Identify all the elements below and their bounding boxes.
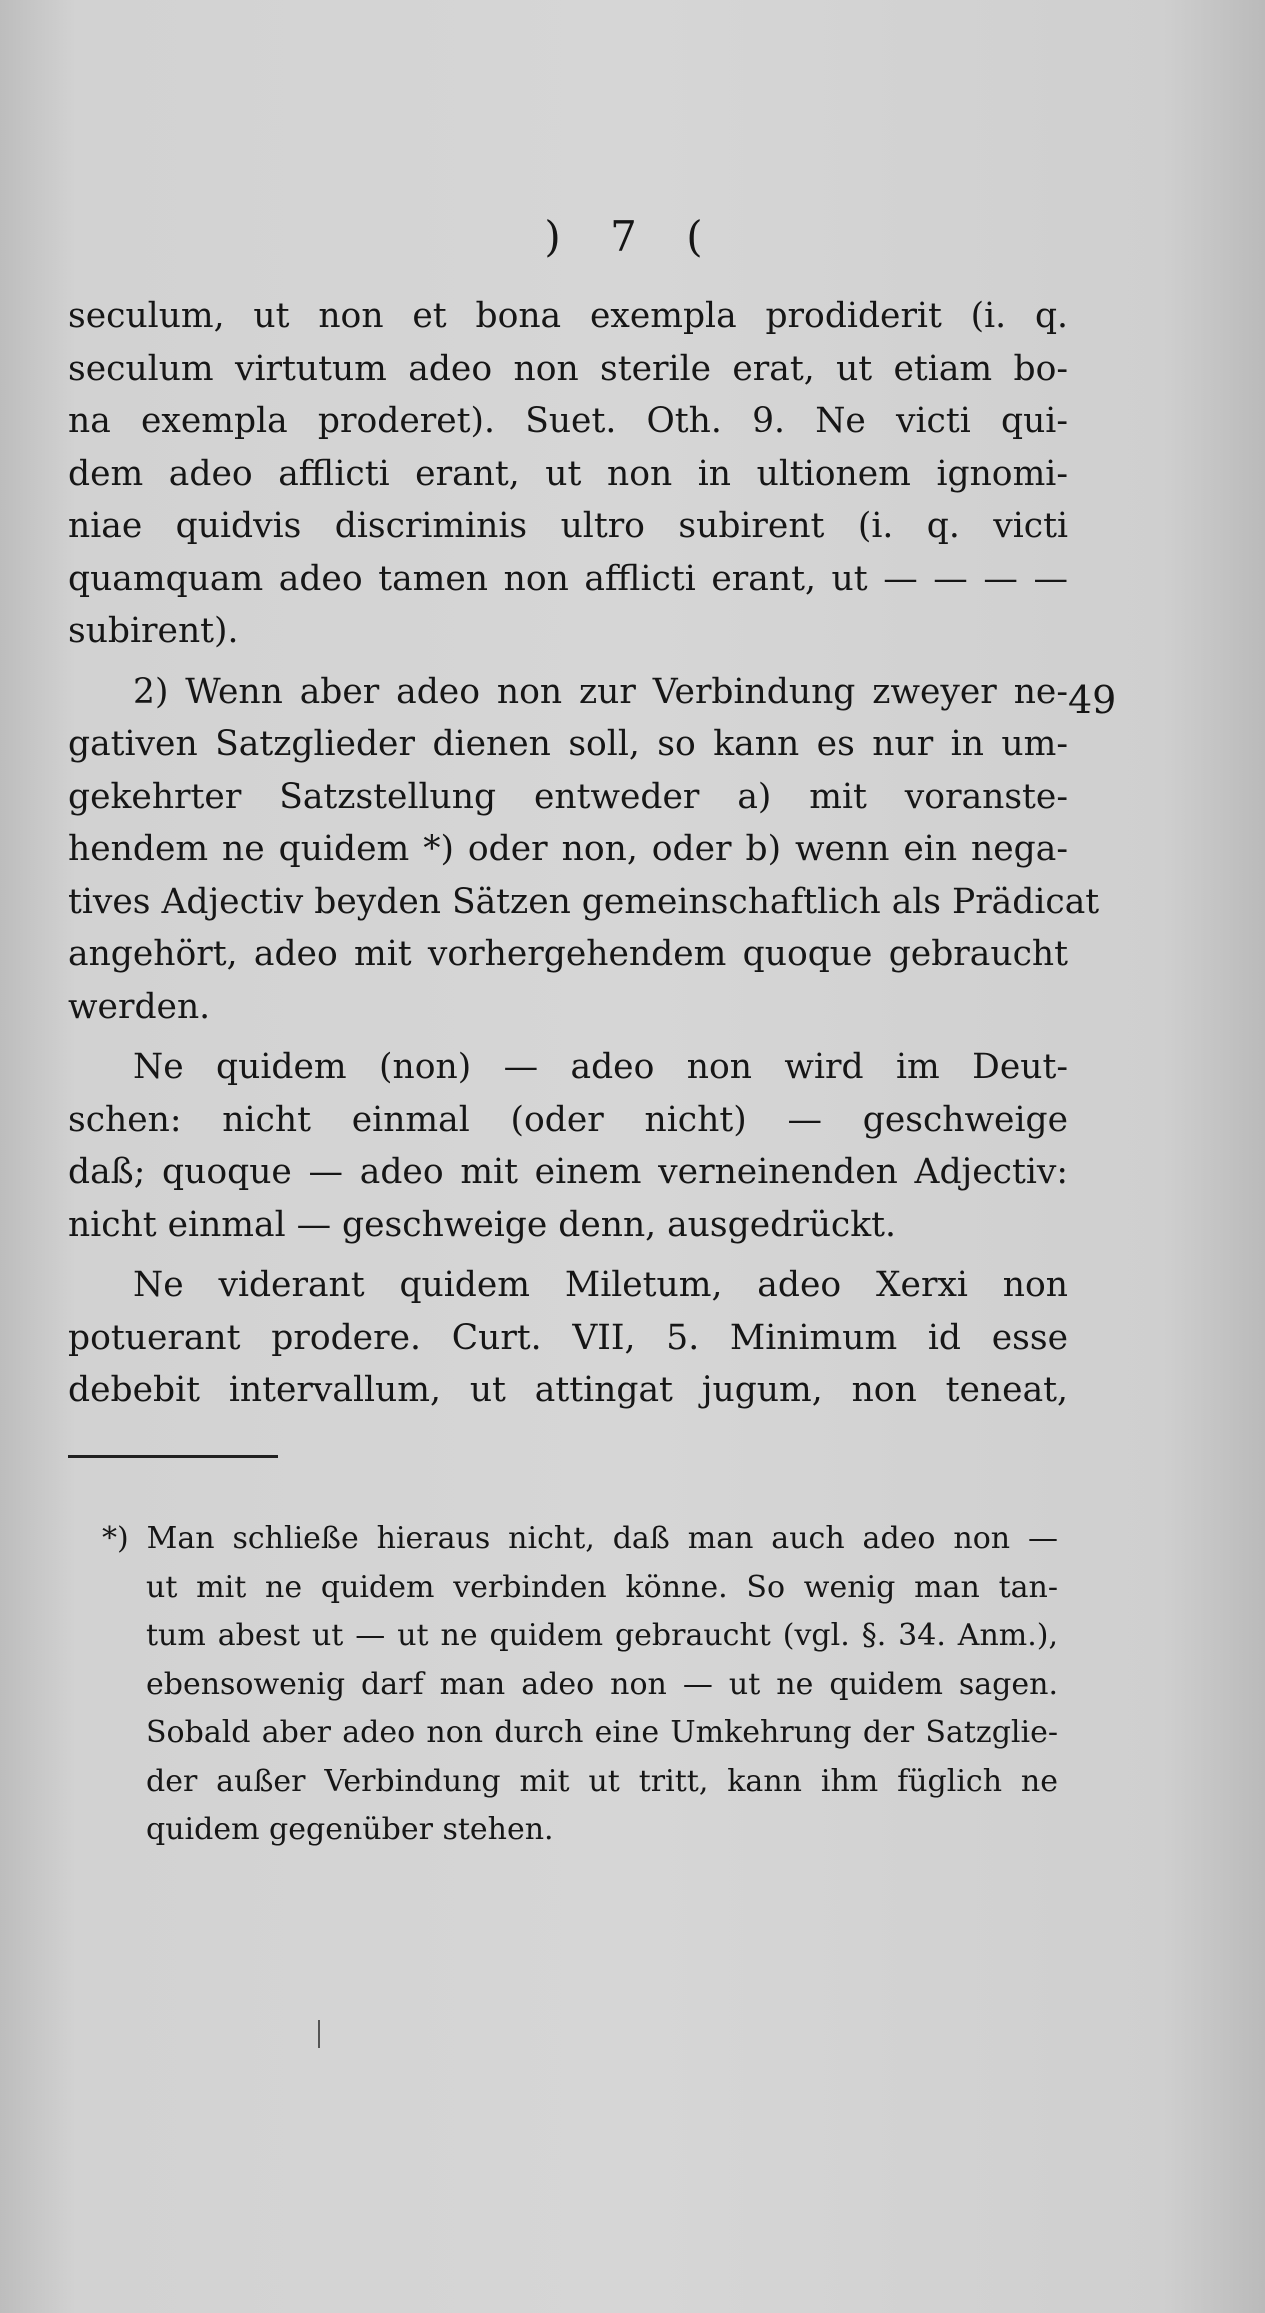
margin-note: 49 bbox=[1068, 678, 1117, 722]
text-line: gekehrter Satzstellung entweder a) mit voranste- bbox=[68, 776, 1068, 817]
footnote-line: ut mit ne quidem verbinden könne. So wenig man tan- bbox=[146, 1569, 1058, 1605]
text-line: angehört, adeo mit vorhergehendem quoque gebraucht bbox=[68, 934, 1068, 974]
footnote-line: quidem gegenüber stehen. bbox=[146, 1812, 554, 1847]
text-line: werden. bbox=[68, 986, 211, 1027]
text-line: seculum, ut non et bona exempla prodiderit (i. q. bbox=[68, 296, 1068, 336]
text-line: potuerant prodere. Curt. VII, 5. Minimum id esse bbox=[68, 1317, 1068, 1358]
text-line: tives Adjectiv beyden Sätzen gemeinschaftlich als Prädicat bbox=[68, 881, 1100, 922]
text-line: hendem ne quidem *) oder non, oder b) wenn ein nega- bbox=[68, 829, 1068, 869]
text-line: gativen Satzglieder dienen soll, so kann es nur in um- bbox=[68, 724, 1068, 764]
page-number: ) 7 ( bbox=[544, 212, 721, 261]
footnote-rule bbox=[68, 1455, 278, 1458]
text-line: Ne viderant quidem Miletum, adeo Xerxi non bbox=[133, 1265, 1068, 1305]
paragraph-gap bbox=[68, 1251, 1068, 1259]
paragraph-gap bbox=[68, 658, 1068, 666]
text-line: subirent). bbox=[68, 611, 239, 651]
text-line: quamquam adeo tamen non afflicti erant, ut — — — — bbox=[68, 558, 1068, 599]
text-line: 2) Wenn aber adeo non zur Verbindung zweyer ne- bbox=[133, 671, 1068, 712]
footnote-line: *) Man schließe hieraus nicht, daß man auch adeo non — bbox=[102, 1521, 1058, 1556]
text-line: debebit intervallum, ut attingat jugum, non teneat, bbox=[68, 1370, 1068, 1410]
text-line: na exempla proderet). Suet. Oth. 9. Ne victi qui- bbox=[68, 401, 1068, 441]
text-line: niae quidvis discriminis ultro subirent (i. q. victi bbox=[68, 506, 1068, 546]
paper-speck bbox=[318, 2020, 320, 2048]
footnote-line: ebensowenig darf man adeo non — ut ne quidem sagen. bbox=[146, 1666, 1058, 1702]
text-line: seculum virtutum adeo non sterile erat, ut etiam bo- bbox=[68, 348, 1068, 389]
text-line: nicht einmal — geschweige denn, ausgedrückt. bbox=[68, 1204, 896, 1245]
text-line: daß; quoque — adeo mit einem verneinenden Adjectiv: bbox=[68, 1152, 1068, 1192]
footnote-line: der außer Verbindung mit ut tritt, kann ihm füglich ne bbox=[146, 1763, 1058, 1799]
text-line: schen: nicht einmal (oder nicht) — geschweige bbox=[68, 1099, 1068, 1140]
footnote-line: Sobald aber adeo non durch eine Umkehrung der Satzglie- bbox=[146, 1715, 1058, 1750]
text-line: Ne quidem (non) — adeo non wird im Deut- bbox=[133, 1047, 1068, 1087]
paragraph-gap bbox=[68, 1033, 1068, 1041]
text-line: dem adeo afflicti erant, ut non in ultionem ignomi- bbox=[68, 453, 1068, 494]
footnotes bbox=[68, 1515, 1058, 1855]
footnote-line: tum abest ut — ut ne quidem gebraucht (vgl. §. 34. Anm.), bbox=[146, 1618, 1058, 1653]
